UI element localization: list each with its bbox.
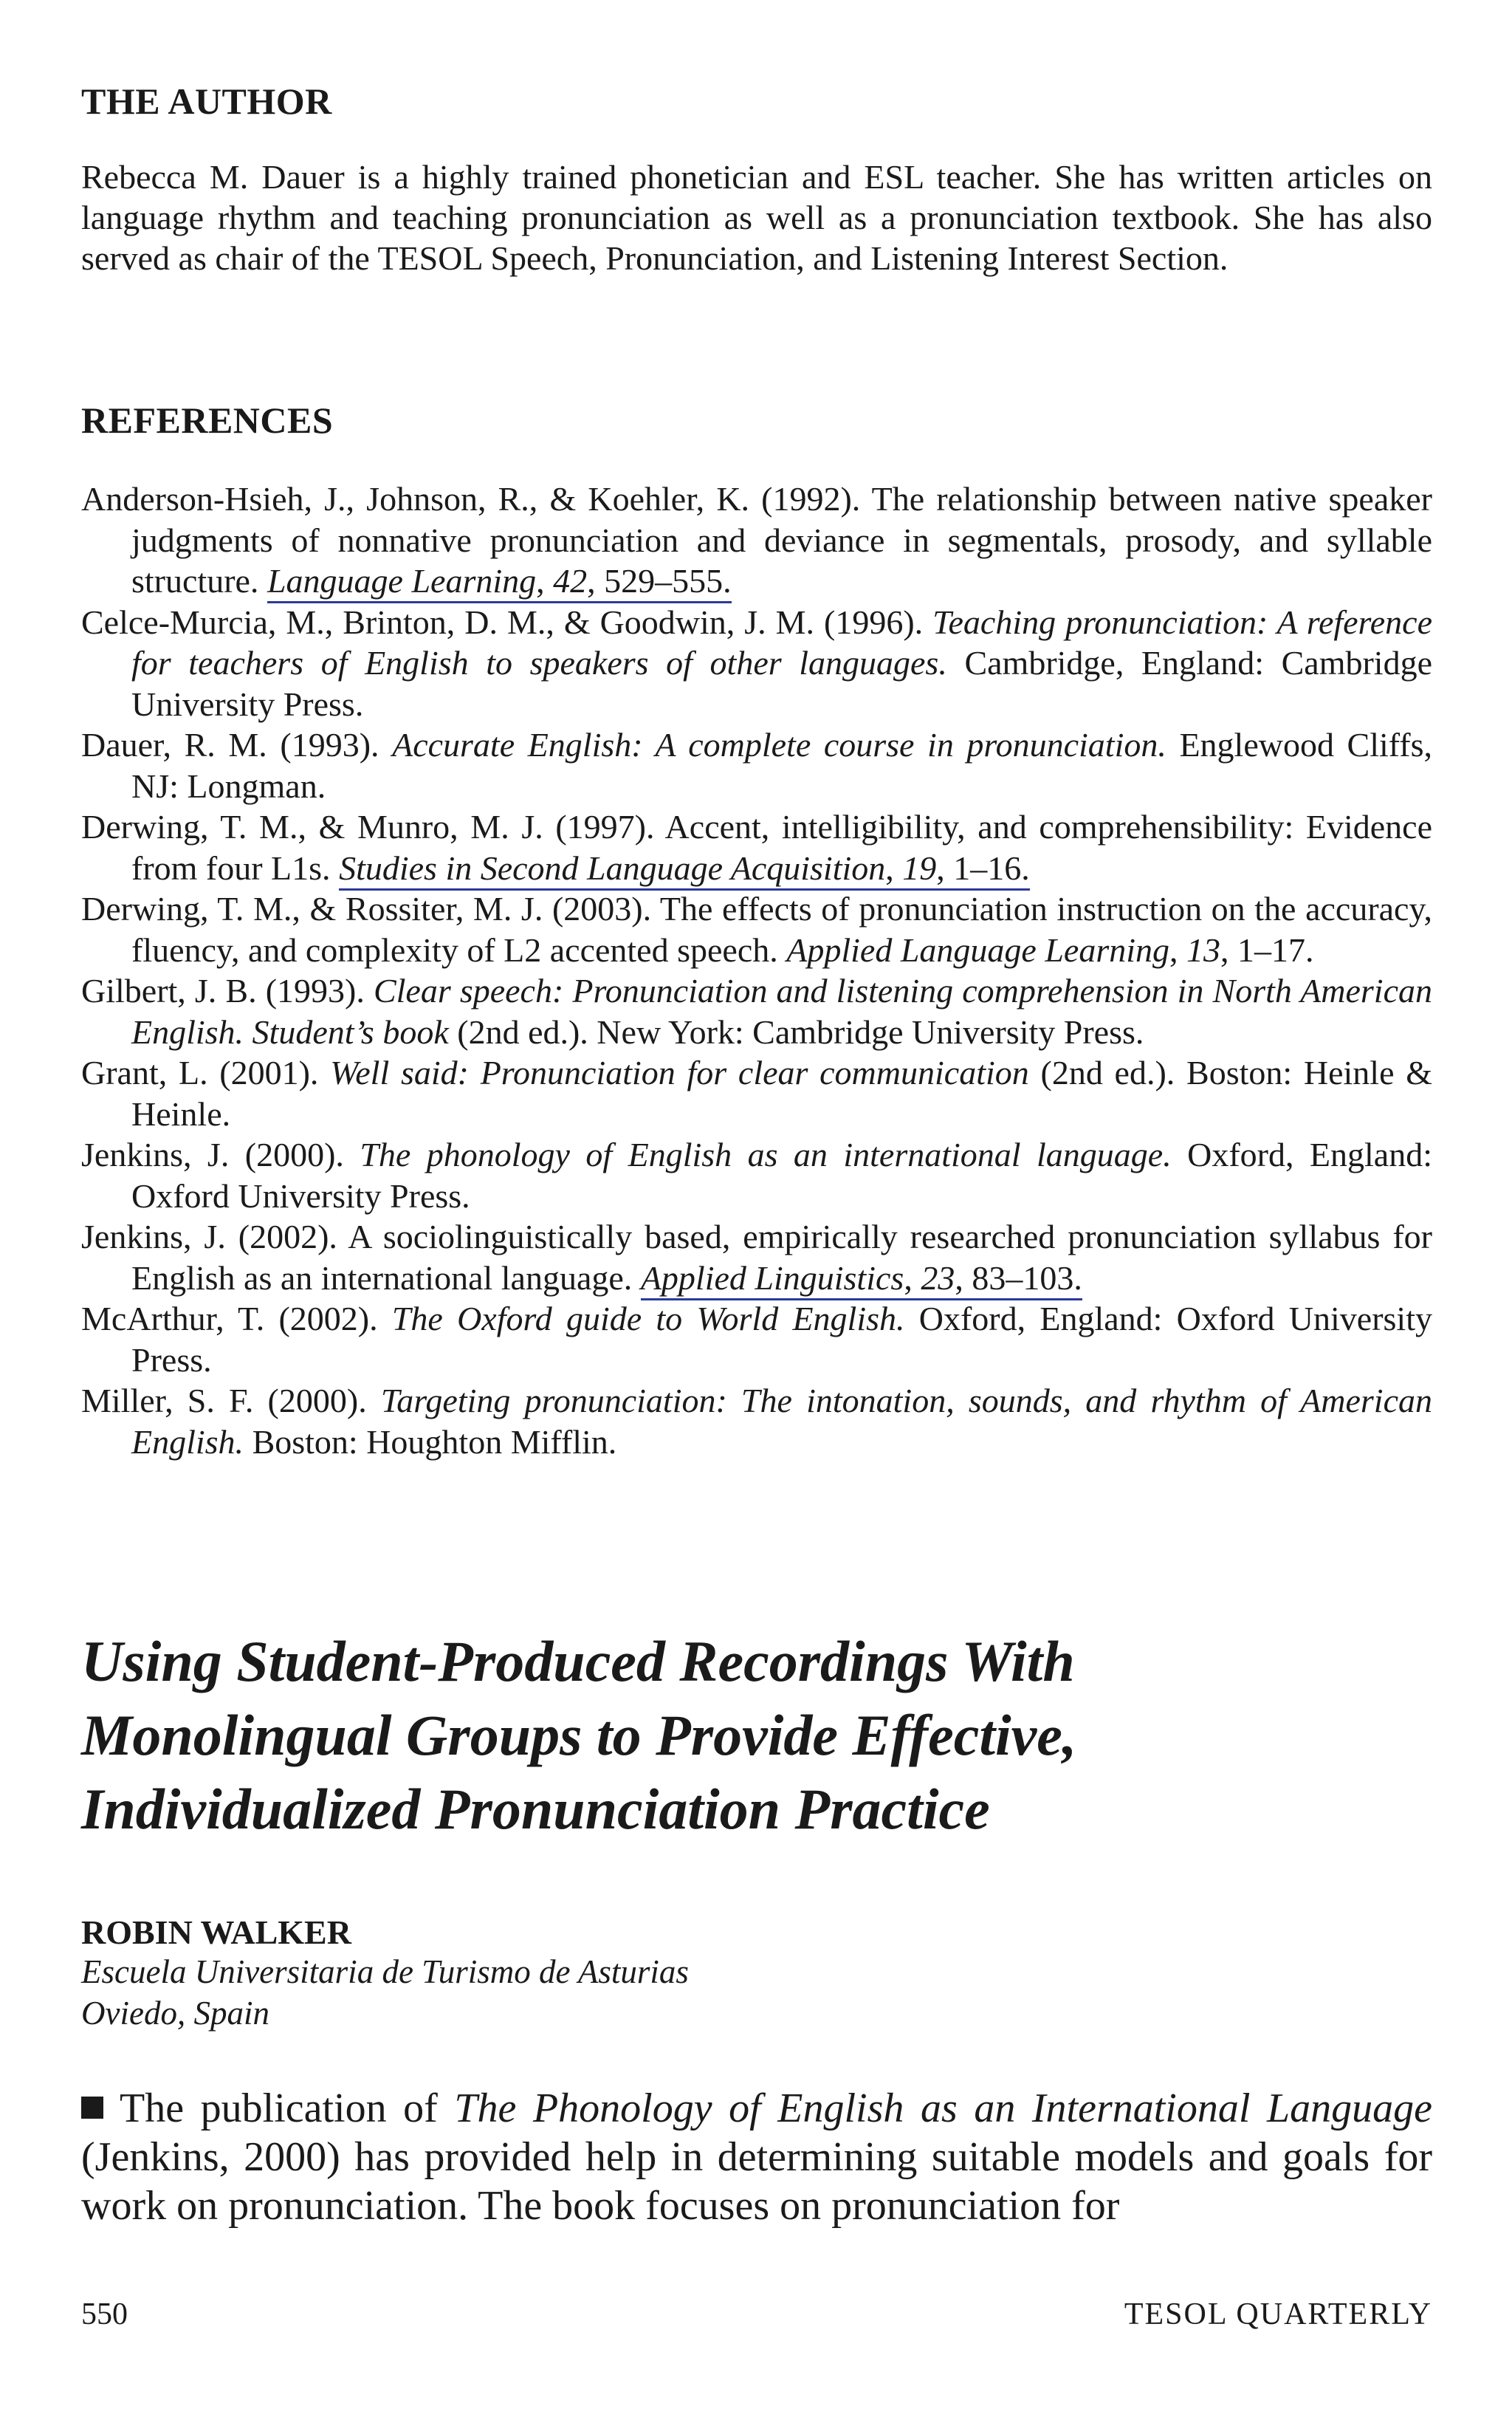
reference-item: Miller, S. F. (2000). Targeting pronunciation: The intonation, sounds, and rhythm of American English. Boston: Houghton Mifflin. (81, 1382, 1432, 1461)
references-list (81, 479, 1432, 1462)
reference-item: Celce-Murcia, M., Brinton, D. M., & Goodwin, J. M. (1996). Teaching pronunciation: A reference for teachers of English to speakers of other languages. Cambridge, England: Cambridge University Press. (81, 603, 1433, 723)
reference-item: McArthur, T. (2002). The Oxford guide to World English. Oxford, England: Oxford University Press. (81, 1300, 1432, 1379)
reference-item: Jenkins, J. (2002). A sociolinguistically based, empirically researched pronunciation syllabus for English as an international language. Applied Linguistics, 23, 83–103. (81, 1216, 1432, 1298)
affiliation-line: Escuela Universitaria de Turismo de Asturias (81, 1953, 689, 1990)
reference-item: Jenkins, J. (2000). The phonology of English as an international language. Oxford, England: Oxford University Press. (81, 1136, 1432, 1215)
affiliation-line: Oviedo, Spain (81, 1995, 269, 2032)
article-title-line: Monolingual Groups to Provide Effective, (81, 1703, 1077, 1767)
author-bio: Rebecca M. Dauer is a highly trained phonetician and ESL teacher. She has written articles on language rhythm and teaching pronunciation as well as a pronunciation textbook. She has also served as chair of the TESOL Speech, Pronunciation, and Listening Interest Section. (81, 158, 1432, 277)
reference-item: Dauer, R. M. (1993). Accurate English: A complete course in pronunciation. Englewood Cliffs, NJ: Longman. (81, 726, 1432, 805)
page-number: 550 (81, 2297, 128, 2331)
article-author: ROBIN WALKER (81, 1913, 351, 1951)
article-title-line: Using Student-Produced Recordings With (81, 1629, 1075, 1693)
article-affiliation (81, 1951, 689, 2034)
reference-item: Derwing, T. M., & Rossiter, M. J. (2003). The effects of pronunciation instruction on the accuracy, fluency, and complexity of L2 accented speech. Applied Language Learning, 13, 1–17. (81, 890, 1432, 969)
reference-item: Derwing, T. M., & Munro, M. J. (1997). Accent, intelligibility, and comprehensibility: Evidence from four L1s. Studies in Second Language Acquisition, 19, 1–16. (81, 806, 1432, 888)
article-title-line: Individualized Pronunciation Practice (81, 1777, 990, 1841)
reference-item: Grant, L. (2001). Well said: Pronunciation for clear communication (2nd ed.). Boston: Heinle & Heinle. (81, 1054, 1433, 1133)
running-footer-journal: TESOL QUARTERLY (1124, 2297, 1432, 2331)
reference-item: Anderson-Hsieh, J., Johnson, R., & Koehler, K. (1992). The relationship between native speaker judgments of nonnative pronunciation and deviance in segmentals, prosody, and syllable structure. Language Learning, 42, 529–555. (81, 479, 1432, 602)
square-bullet-icon (81, 2097, 103, 2119)
article-title (81, 1625, 1432, 1846)
reference-item: Gilbert, J. B. (1993). Clear speech: Pronunciation and listening comprehension in North American English. Student’s book (2nd ed.). New York: Cambridge University Press. (81, 972, 1433, 1051)
author-heading: THE AUTHOR (81, 80, 332, 122)
article-body-paragraph: The publication of The Phonology of English as an International Language (Jenkins, 2000) has provided help in determining suitable models and goals for work on pronunciation. The book focuses on pronunciation for (81, 2085, 1432, 2229)
references-heading: REFERENCES (81, 400, 334, 441)
